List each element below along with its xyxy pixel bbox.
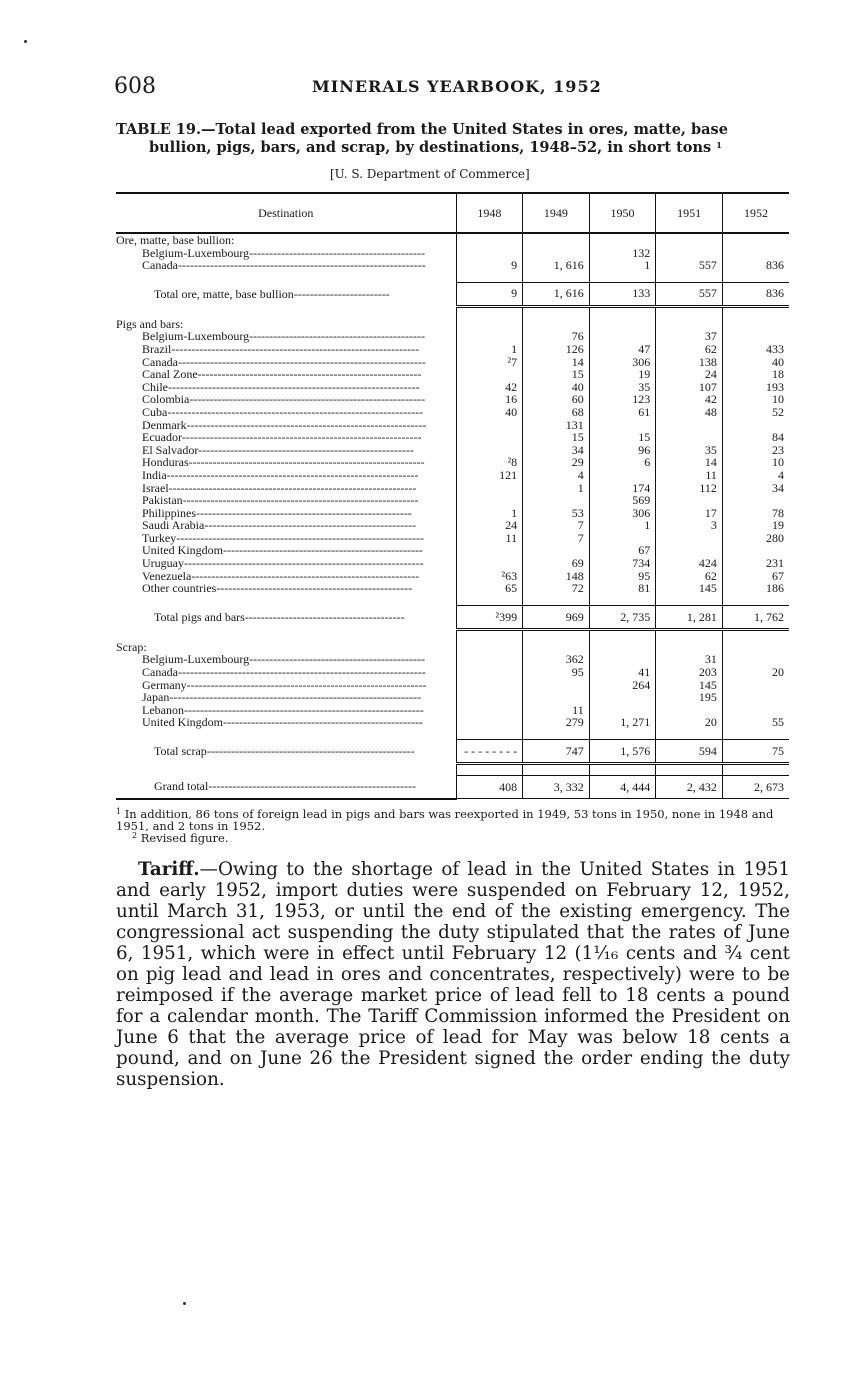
row-value: 42: [456, 381, 523, 394]
row-value: 68: [523, 406, 590, 419]
row-value: 34: [722, 482, 789, 495]
table-title-line-2: bullion, pigs, bars, and scrap, by destinations, 1948–52, in short tons: [149, 139, 712, 156]
empty-cell: [523, 233, 590, 247]
total-value: ²399: [456, 605, 523, 629]
row-label: Germany------------------------------------------------------------: [142, 677, 427, 692]
row-value: 42: [656, 393, 723, 406]
export-table: [116, 192, 789, 800]
row-value: [456, 419, 523, 432]
spacer-cell: [722, 306, 789, 318]
spacer-cell: [116, 272, 456, 283]
row-label: India---------------------------------------------------------------: [142, 467, 419, 482]
row-value: 121: [456, 469, 523, 482]
row-value: 10: [722, 393, 789, 406]
spacer-cell: [656, 595, 723, 606]
row-value: 48: [656, 406, 723, 419]
row-value: [456, 368, 523, 381]
row-value: 67: [722, 570, 789, 583]
row-value: 11: [523, 704, 590, 717]
total-row: [116, 740, 789, 764]
grand-total-value: 2, 432: [656, 776, 723, 799]
row-label: Canada--------------------------------------------------------------: [142, 665, 426, 680]
leader-dots: ----------------------------------------------------------------: [167, 404, 424, 419]
row-value: 78: [722, 507, 789, 520]
spacer-cell: [116, 729, 456, 740]
row-value: [456, 716, 523, 729]
row-value: 35: [589, 381, 656, 394]
leader-dots: ---------------------------------------------------------------: [169, 690, 422, 705]
leader-dots: ------------------------------------------------------------: [181, 430, 422, 445]
row-value: 62: [656, 343, 723, 356]
spacer-cell: [116, 629, 456, 641]
total-value: 1, 281: [656, 605, 723, 629]
row-value: [456, 544, 523, 557]
leader-dots: ----------------------------------------------------: [208, 779, 417, 794]
row-value: [656, 431, 723, 444]
total-value: 557: [656, 282, 723, 306]
total-value: 836: [722, 282, 789, 306]
row-value: 131: [523, 419, 590, 432]
grand-total-value: 2, 673: [722, 776, 789, 799]
speck: [24, 40, 27, 43]
row-value: 40: [722, 356, 789, 369]
row-value: ²63: [456, 570, 523, 583]
spacer-cell: [722, 595, 789, 606]
leader-dots: --------------------------------------------------------------: [176, 530, 424, 545]
row-label: Belgium-Luxembourg--------------------------------------------: [142, 652, 425, 667]
leader-dots: ------------------------------------------------------------: [186, 677, 427, 692]
leader-dots: ------------------------------------------------------: [196, 505, 412, 520]
row-value: 362: [523, 653, 590, 666]
leader-dots: ---------------------------------------------------------: [191, 568, 420, 583]
total-value: 75: [722, 740, 789, 764]
leader-dots: --------------------------------------------------------: [197, 367, 422, 382]
row-value: [656, 532, 723, 545]
total-row: [116, 282, 789, 306]
spacer-cell: [523, 764, 590, 776]
row-value: [456, 679, 523, 692]
leader-dots: --------------------------------------------------------------: [177, 354, 426, 369]
empty-cell: [656, 233, 723, 247]
row-value: 145: [656, 582, 723, 595]
row-value: 40: [456, 406, 523, 419]
row-value: 53: [523, 507, 590, 520]
row-value: ²7: [456, 356, 523, 369]
row-value: 81: [589, 582, 656, 595]
row-value: 40: [523, 381, 590, 394]
row-value: [722, 691, 789, 704]
spacer-cell: [456, 306, 523, 318]
table-row: [116, 716, 789, 729]
row-label: Denmark------------------------------------------------------------: [142, 417, 427, 432]
row-label: United Kingdom--------------------------------------------------: [142, 543, 423, 558]
spacer-cell: [456, 629, 523, 641]
row-value: 20: [656, 716, 723, 729]
empty-cell: [589, 641, 656, 654]
row-value: 35: [656, 444, 723, 457]
row-label: Canada--------------------------------------------------------------: [142, 354, 426, 369]
spacer-cell: [523, 272, 590, 283]
row-value: 14: [523, 356, 590, 369]
row-value: 195: [656, 691, 723, 704]
row-value: ²8: [456, 456, 523, 469]
row-value: 24: [456, 519, 523, 532]
row-value: 3: [656, 519, 723, 532]
row-value: [722, 679, 789, 692]
row-value: 4: [523, 469, 590, 482]
total-row: [116, 605, 789, 629]
row-value: 29: [523, 456, 590, 469]
leader-dots: ---------------------------------------------------------------: [166, 467, 419, 482]
row-value: 123: [589, 393, 656, 406]
row-value: 306: [589, 507, 656, 520]
spacer-row: [116, 272, 789, 283]
empty-cell: [456, 641, 523, 654]
row-label: Ecuador------------------------------------------------------------: [142, 430, 422, 445]
row-label: Chile---------------------------------------------------------------: [142, 379, 420, 394]
leader-dots: ------------------------------------------------------------: [183, 702, 424, 717]
row-label: Cuba----------------------------------------------------------------: [142, 404, 424, 419]
spacer-cell: [589, 729, 656, 740]
row-label: Lebanon------------------------------------------------------------: [142, 702, 424, 717]
row-value: [656, 494, 723, 507]
row-value: [456, 666, 523, 679]
row-value: 1: [589, 259, 656, 272]
total-label: Total scrap----------------------------------------------------: [154, 744, 415, 759]
row-label: Philippines------------------------------------------------------: [142, 505, 412, 520]
spacer-row: [116, 306, 789, 318]
table-row: [116, 259, 789, 272]
footnote-1: $^1$ In addition, 86 tons of foreign lead in pigs and bars was reexported in 1949, 53 tons in 1950, none in 1948 and 1951, and 2 tons in 1952.: [116, 807, 774, 833]
row-value: 19: [589, 368, 656, 381]
spacer-cell: [722, 764, 789, 776]
total-value: 1, 616: [523, 282, 590, 306]
row-value: 20: [722, 666, 789, 679]
empty-cell: [589, 233, 656, 247]
row-value: 17: [656, 507, 723, 520]
leader-dots: ----------------------------------------------------: [206, 744, 415, 759]
spacer-cell: [116, 595, 456, 606]
spacer-cell: [523, 729, 590, 740]
row-value: [523, 691, 590, 704]
grand-total-label: Grand total----------------------------------------------------: [116, 776, 456, 799]
row-value: [456, 704, 523, 717]
footnotes: [116, 808, 790, 844]
spacer-cell: [722, 629, 789, 641]
spacer-cell: [656, 729, 723, 740]
row-value: 95: [523, 666, 590, 679]
row-value: 279: [523, 716, 590, 729]
row-value: 19: [722, 519, 789, 532]
row-value: [523, 494, 590, 507]
row-value: 15: [523, 368, 590, 381]
row-value: 4: [722, 469, 789, 482]
empty-cell: [456, 318, 523, 331]
row-value: 14: [656, 456, 723, 469]
section-heading-row: [116, 233, 789, 247]
speck: [183, 1302, 186, 1305]
total-value: 1, 762: [722, 605, 789, 629]
leader-dots: -------------------------------------------------: [216, 581, 413, 596]
table-header-row: [116, 193, 789, 233]
row-value: 84: [722, 431, 789, 444]
table-row: [116, 582, 789, 595]
row-value: 16: [456, 393, 523, 406]
row-value: 231: [722, 557, 789, 570]
footnote-2: $^2$ Revised figure.: [132, 831, 229, 845]
row-value: 11: [656, 469, 723, 482]
spacer-cell: [456, 729, 523, 740]
row-value: [456, 494, 523, 507]
leader-dots: --------------------------------------------------------------: [171, 341, 420, 356]
row-value: [589, 691, 656, 704]
row-label: Saudi Arabia-----------------------------------------------------: [142, 518, 417, 533]
row-label: Canada--------------------------------------------------------------: [142, 258, 426, 273]
row-value: 836: [722, 259, 789, 272]
table-source: [U. S. Department of Commerce]: [330, 167, 530, 181]
total-value: - - - - - - - -: [456, 740, 523, 764]
row-value: 37: [656, 330, 723, 343]
row-value: 52: [722, 406, 789, 419]
row-label: Belgium-Luxembourg--------------------------------------------: [142, 329, 425, 344]
grand-total-row: [116, 776, 789, 799]
leader-dots: --------------------------------------------------------------: [177, 258, 426, 273]
row-value: 569: [589, 494, 656, 507]
leader-dots: ------------------------------------------------------: [198, 442, 414, 457]
row-value: 18: [722, 368, 789, 381]
row-value: 186: [722, 582, 789, 595]
row-value: 126: [523, 343, 590, 356]
row-label: Japan---------------------------------------------------------------: [142, 690, 422, 705]
column-header-year: 1949: [523, 193, 590, 233]
row-value: 132: [589, 247, 656, 260]
empty-cell: [722, 233, 789, 247]
column-header-destination: Destination: [116, 193, 456, 233]
row-value: 1: [523, 482, 590, 495]
total-value: 969: [523, 605, 590, 629]
row-value: 61: [589, 406, 656, 419]
leader-dots: --------------------------------------------: [249, 245, 425, 260]
row-value: [456, 691, 523, 704]
row-value: [456, 431, 523, 444]
row-value: 10: [722, 456, 789, 469]
section-heading: Ore, matte, base bullion:: [116, 233, 235, 247]
column-header-year: 1952: [722, 193, 789, 233]
total-label: Total pigs and bars----------------------------------------: [154, 610, 405, 625]
spacer-cell: [589, 306, 656, 318]
leader-dots: --------------------------------------------------------------: [177, 665, 426, 680]
row-value: 1: [456, 507, 523, 520]
table-title: [116, 121, 796, 157]
section-heading: Scrap:: [116, 639, 147, 654]
spacer-row: [116, 629, 789, 641]
row-value: 145: [656, 679, 723, 692]
leader-dots: --------------------------------------------------------------: [168, 480, 417, 495]
spacer-cell: [589, 764, 656, 776]
row-value: 148: [523, 570, 590, 583]
leader-dots: -----------------------------------------------------------: [182, 493, 419, 508]
spacer-cell: [656, 272, 723, 283]
row-value: [523, 679, 590, 692]
row-label: Israel--------------------------------------------------------------: [142, 480, 417, 495]
row-value: 1: [456, 343, 523, 356]
spacer-cell: [589, 272, 656, 283]
row-value: 24: [656, 368, 723, 381]
row-value: 203: [656, 666, 723, 679]
section-heading: Pigs and bars:: [116, 316, 184, 331]
row-value: 69: [523, 557, 590, 570]
empty-cell: [589, 318, 656, 331]
row-value: [456, 557, 523, 570]
spacer-cell: [656, 306, 723, 318]
row-label: Venezuela---------------------------------------------------------: [142, 568, 420, 583]
row-value: [656, 419, 723, 432]
page-number: 608: [114, 74, 156, 99]
leader-dots: ---------------------------------------------------------------: [168, 379, 420, 394]
row-value: 41: [589, 666, 656, 679]
spacer-cell: [656, 764, 723, 776]
leader-dots: --------------------------------------------: [249, 329, 425, 344]
leader-dots: -----------------------------------------------------------: [188, 455, 425, 470]
row-value: 95: [589, 570, 656, 583]
spacer-row: [116, 764, 789, 776]
row-value: 31: [656, 653, 723, 666]
row-label: Uruguay------------------------------------------------------------: [142, 556, 424, 571]
row-value: 306: [589, 356, 656, 369]
row-value: 433: [722, 343, 789, 356]
row-value: 55: [722, 716, 789, 729]
row-value: 6: [589, 456, 656, 469]
total-value: 9: [456, 282, 523, 306]
paragraph-text: —Owing to the shortage of lead in the United States in 1951 and early 1952, import duties were suspended on February 12, 1952, until March 31, 1953, or until the end of the existing emergency. The congressional act suspending the duty stipulated that the rates of June 6, 1951, which were in effect until February 12 (1¹⁄₁₆ cents and ¾ cent on pig lead and lead in ores and concentrates, respectively) were to be reimposed if the average market price of lead fell to 18 cents a pound for a calendar month. The Tariff Commission informed the President on June 6 that the average price of lead for May was below 18 cents a pound, and on June 26 the President signed the order ending the duty suspension.: [116, 859, 790, 1090]
row-value: 15: [523, 431, 590, 444]
row-value: 138: [656, 356, 723, 369]
leader-dots: -----------------------------------------------------------: [189, 392, 426, 407]
empty-cell: [456, 233, 523, 247]
spacer-cell: [523, 306, 590, 318]
spacer-cell: [589, 595, 656, 606]
row-value: [589, 469, 656, 482]
spacer-cell: [456, 272, 523, 283]
title-footnote-mark: 1: [716, 140, 722, 150]
spacer-cell: [456, 595, 523, 606]
leader-dots: ------------------------: [293, 286, 390, 301]
row-value: 60: [523, 393, 590, 406]
leader-dots: --------------------------------------------------: [223, 543, 423, 558]
row-value: 264: [589, 679, 656, 692]
total-value: 133: [589, 282, 656, 306]
row-value: 47: [589, 343, 656, 356]
leader-dots: -----------------------------------------------------: [204, 518, 417, 533]
spacer-cell: [722, 729, 789, 740]
column-header-year: 1951: [656, 193, 723, 233]
running-title: MINERALS YEARBOOK, 1952: [312, 77, 602, 96]
row-value: 107: [656, 381, 723, 394]
row-value: [456, 482, 523, 495]
row-value: 23: [722, 444, 789, 457]
row-value: 15: [589, 431, 656, 444]
row-label: Turkey--------------------------------------------------------------: [142, 530, 424, 545]
row-label: Other countries-------------------------------------------------: [142, 581, 413, 596]
leader-dots: --------------------------------------------: [249, 652, 425, 667]
row-value: 76: [523, 330, 590, 343]
row-label: El Salvador------------------------------------------------------: [142, 442, 414, 457]
row-value: 11: [456, 532, 523, 545]
row-value: 280: [722, 532, 789, 545]
leader-dots: ----------------------------------------: [244, 610, 405, 625]
column-header-year: 1948: [456, 193, 523, 233]
row-value: 65: [456, 582, 523, 595]
row-label: Canal Zone--------------------------------------------------------: [142, 367, 422, 382]
spacer-cell: [656, 629, 723, 641]
runin-heading: Tariff.: [138, 859, 200, 880]
row-value: 67: [589, 544, 656, 557]
row-label: Brazil--------------------------------------------------------------: [142, 341, 420, 356]
total-value: 594: [656, 740, 723, 764]
row-value: 557: [656, 259, 723, 272]
spacer-cell: [722, 272, 789, 283]
row-value: 174: [589, 482, 656, 495]
row-value: 424: [656, 557, 723, 570]
row-value: 9: [456, 259, 523, 272]
total-value: 1, 576: [589, 740, 656, 764]
spacer-cell: [589, 629, 656, 641]
row-value: 62: [656, 570, 723, 583]
row-label: Belgium-Luxembourg--------------------------------------------: [142, 245, 425, 260]
total-value: 747: [523, 740, 590, 764]
row-value: 112: [656, 482, 723, 495]
grand-total-value: 3, 332: [523, 776, 590, 799]
spacer-cell: [523, 629, 590, 641]
table-title-line-1: TABLE 19.—Total lead exported from the United States in ores, matte, base: [116, 121, 728, 138]
empty-cell: [722, 641, 789, 654]
row-value: 96: [589, 444, 656, 457]
empty-cell: [722, 318, 789, 331]
row-value: 34: [523, 444, 590, 457]
spacer-row: [116, 595, 789, 606]
row-value: 1, 616: [523, 259, 590, 272]
row-label: United Kingdom--------------------------------------------------: [142, 715, 423, 730]
tariff-paragraph: [116, 859, 790, 1090]
row-value: [456, 653, 523, 666]
row-value: 7: [523, 519, 590, 532]
row-value: [722, 494, 789, 507]
row-value: 7: [523, 532, 590, 545]
row-value: 1: [589, 519, 656, 532]
row-label: Colombia-----------------------------------------------------------: [142, 392, 426, 407]
column-header-year: 1950: [589, 193, 656, 233]
row-label: Pakistan-----------------------------------------------------------: [142, 493, 419, 508]
spacer-row: [116, 729, 789, 740]
total-label: Total ore, matte, base bullion------------------------: [154, 286, 390, 301]
spacer-cell: [116, 764, 456, 776]
grand-total-value: 4, 444: [589, 776, 656, 799]
row-value: 734: [589, 557, 656, 570]
row-value: 1, 271: [589, 716, 656, 729]
row-value: 193: [722, 381, 789, 394]
grand-total-value: 408: [456, 776, 523, 799]
row-value: 72: [523, 582, 590, 595]
row-label: Honduras-----------------------------------------------------------: [142, 455, 425, 470]
leader-dots: ------------------------------------------------------------: [184, 556, 424, 571]
leader-dots: --------------------------------------------------: [223, 715, 423, 730]
spacer-cell: [456, 764, 523, 776]
total-value: 2, 735: [589, 605, 656, 629]
leader-dots: ------------------------------------------------------------: [186, 417, 427, 432]
spacer-cell: [523, 595, 590, 606]
